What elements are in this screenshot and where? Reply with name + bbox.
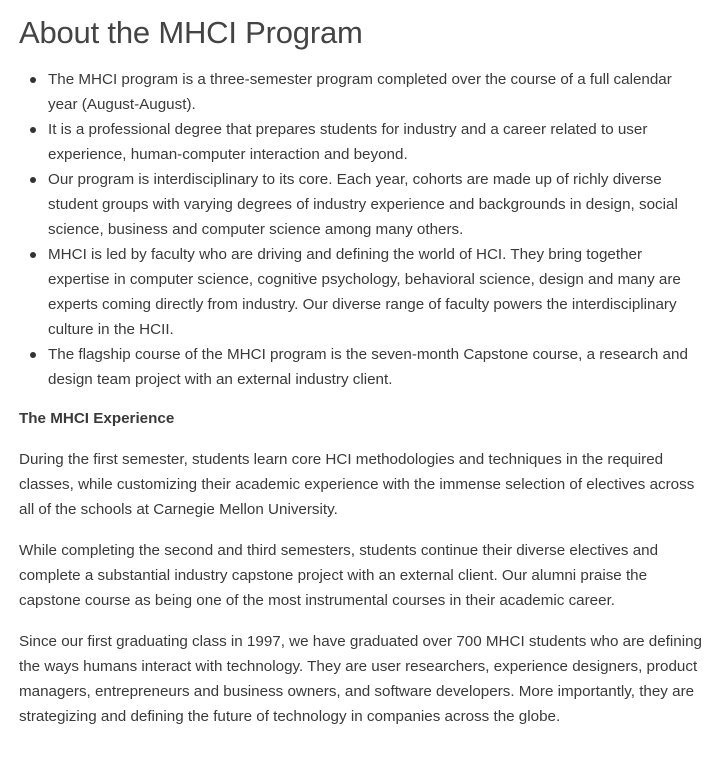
list-item-text: MHCI is led by faculty who are driving and defining the world of HCI. They bring together expertise in computer science, cognitive psychology, behavioral science, design and many are experts coming directly from industry. Our diverse range of faculty powers the interdisciplinary culture in the HCII.: [48, 246, 681, 338]
bullet-icon: [30, 252, 36, 258]
bullet-icon: [30, 77, 36, 83]
list-item-text: The flagship course of the MHCI program is the seven-month Capstone course, a research and design team project with an external industry client.: [48, 346, 688, 388]
list-item-text: The MHCI program is a three-semester program completed over the course of a full calendar year (August-August).: [48, 71, 672, 113]
list-item: [48, 342, 702, 392]
list-item: [48, 67, 702, 117]
list-item: [48, 117, 702, 167]
paragraph: During the first semester, students learn core HCI methodologies and techniques in the required classes, while customizing their academic experience with the immense selection of electives across all of the schools at Carnegie Mellon University.: [19, 451, 695, 518]
section-heading: The MHCI Experience: [19, 410, 175, 427]
list-item-text: Our program is interdisciplinary to its core. Each year, cohorts are made up of richly diverse student groups with varying degrees of industry experience and backgrounds in design, social science, business and computer science among many others.: [48, 171, 678, 238]
paragraph: Since our first graduating class in 1997, we have graduated over 700 MHCI students who are defining the ways humans interact with technology. They are user researchers, experience designers, product managers, entrepreneurs and business owners, and software developers. More importantly, they are strategizing and defining the future of technology in companies across the globe.: [19, 633, 702, 725]
list-item: [48, 167, 702, 242]
list-item-text: It is a professional degree that prepares students for industry and a career related to user experience, human-computer interaction and beyond.: [48, 121, 648, 163]
list-item: [48, 242, 702, 342]
program-bullet-list: [19, 67, 702, 392]
page-title: About the MHCI Program: [19, 15, 363, 50]
bullet-icon: [30, 127, 36, 133]
bullet-icon: [30, 177, 36, 183]
paragraph: While completing the second and third semesters, students continue their diverse electives and complete a substantial industry capstone project with an external client. Our alumni praise the capstone course as being one of the most instrumental courses in their academic career.: [19, 542, 659, 609]
bullet-icon: [30, 352, 36, 358]
